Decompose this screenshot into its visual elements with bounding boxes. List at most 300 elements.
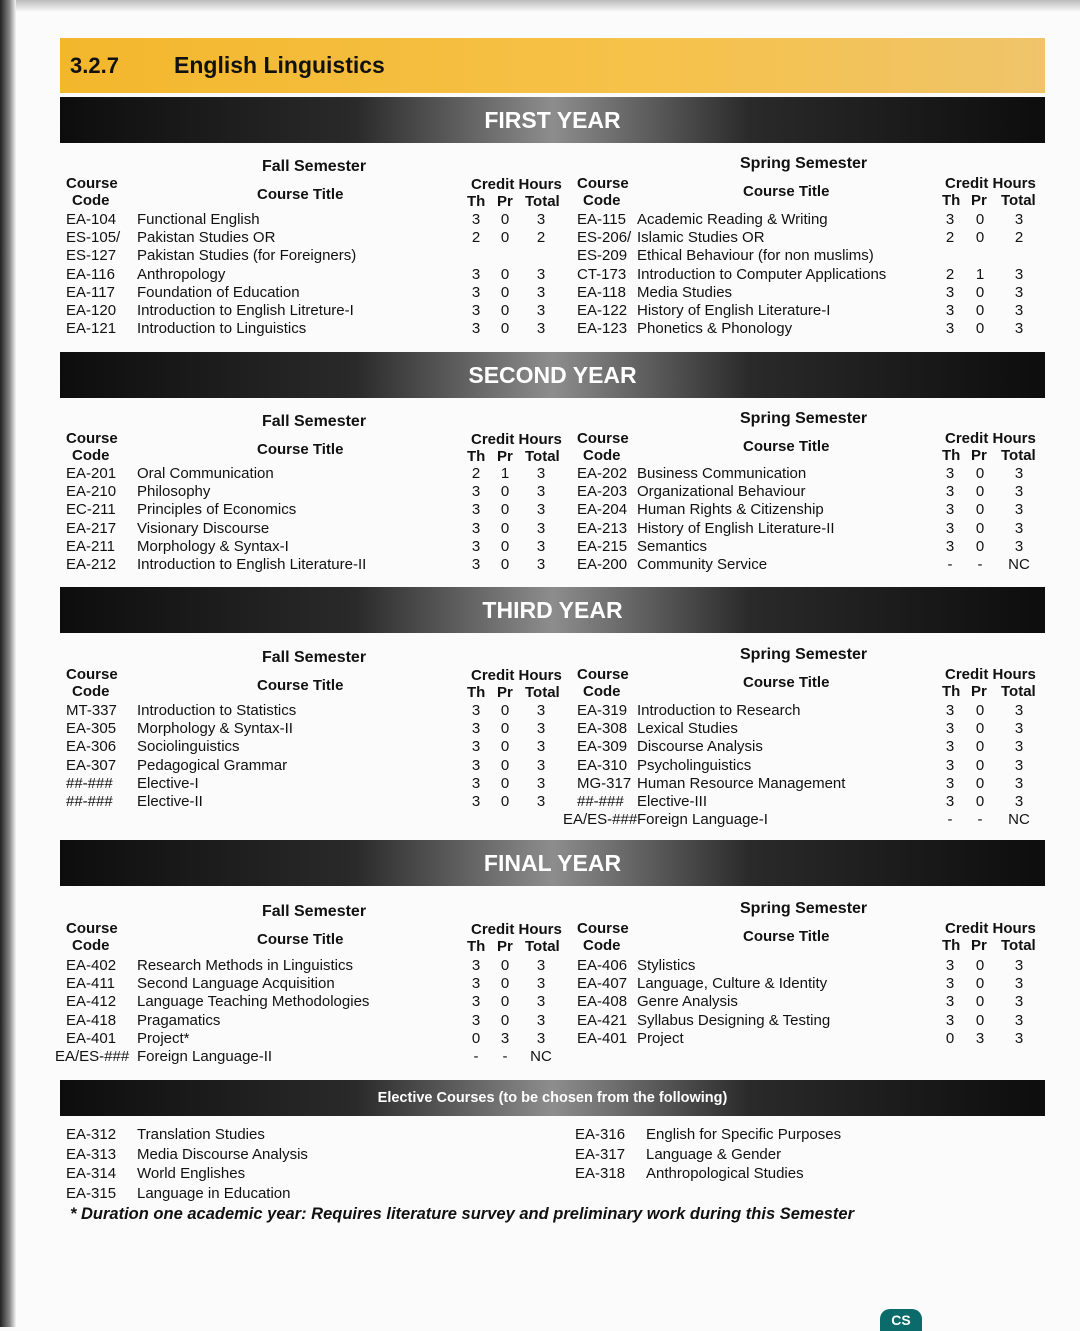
elective-code: EA-318: [575, 1165, 626, 1182]
spring-pr-value: 0: [975, 756, 985, 774]
spring-th-value: 3: [945, 211, 955, 228]
spring-th-value: 3: [945, 993, 955, 1011]
fall-course-title: Project*: [137, 1029, 190, 1047]
spring-pr-header: Pr: [971, 447, 987, 464]
spring-total-header: Total: [1001, 683, 1036, 700]
spring-course-code: EA-421: [577, 1011, 628, 1029]
spring-course-title: Organizational Behaviour: [637, 483, 806, 501]
fall-semester-heading: Fall Semester: [262, 158, 367, 175]
fall-pr-value: 0: [500, 957, 510, 974]
fall-course-title: Principles of Economics: [137, 501, 297, 519]
fall-th-header: Th: [467, 684, 486, 701]
spring-pr-value: -: [977, 811, 983, 829]
page-top-shadow: [0, 0, 1080, 12]
fall-th-value: 3: [471, 774, 481, 792]
fall-course-header: Course: [66, 175, 118, 192]
fall-total-value: 3: [536, 320, 546, 338]
spring-total-value: 3: [1014, 975, 1024, 993]
spring-course-code: EA-406: [577, 957, 628, 974]
spring-course-title: Psycholinguistics: [637, 756, 752, 774]
spring-course-code: EA-308: [577, 720, 628, 738]
fall-course-code: EA-418: [66, 1011, 117, 1029]
fall-total-value: 3: [536, 537, 546, 555]
spring-th-value: 3: [945, 302, 955, 319]
spring-title-header: Course Title: [743, 183, 830, 200]
fall-th-value: 3: [471, 793, 481, 810]
spring-pr-value: 0: [975, 501, 985, 519]
spring-pr-value: 0: [975, 320, 985, 338]
spring-title-header: Course Title: [743, 438, 830, 455]
fall-course-code: EA/ES-###: [55, 1048, 130, 1065]
fall-credit-hours-header: Credit Hours: [471, 176, 562, 193]
page-edge-shadow: [0, 0, 16, 1327]
elective-title: Language & Gender: [646, 1145, 782, 1163]
spring-course-code: EA-319: [577, 702, 628, 719]
spring-course-title: Genre Analysis: [637, 993, 738, 1011]
fall-course-title: Elective-II: [137, 793, 203, 810]
spring-course-title: Community Service: [637, 556, 768, 573]
spring-pr-header: Pr: [971, 192, 987, 209]
fall-th-value: 3: [471, 975, 481, 993]
fall-course-title: Introduction to English Literature-II: [137, 556, 367, 573]
fall-title-header: Course Title: [257, 931, 344, 948]
spring-th-value: 3: [945, 537, 955, 555]
spring-pr-value: 0: [975, 302, 985, 319]
fall-pr-header: Pr: [497, 684, 513, 701]
spring-th-value: 3: [945, 738, 955, 756]
fall-th-header: Th: [467, 193, 486, 210]
fall-pr-header: Pr: [497, 448, 513, 465]
fall-th-value: 3: [471, 993, 481, 1011]
fall-credit-hours-header: Credit Hours: [471, 431, 562, 448]
spring-course-code: EA-213: [577, 519, 628, 537]
spring-course-title: Introduction to Research: [637, 702, 801, 719]
fall-course-title: Pakistan Studies OR: [137, 229, 276, 247]
elective-code: EA-317: [575, 1145, 626, 1163]
fall-course-code: ES-127: [66, 247, 117, 265]
fall-title-header: Course Title: [257, 441, 344, 458]
fall-total-header: Total: [525, 938, 560, 955]
spring-credit-hours-header: Credit Hours: [945, 920, 1036, 937]
spring-course-code: EA-215: [577, 537, 628, 555]
spring-th-value: 3: [945, 519, 955, 537]
fall-total-value: 3: [536, 738, 546, 756]
fall-course-title: Visionary Discourse: [137, 519, 270, 537]
spring-course-code: ES-206/: [577, 229, 632, 247]
fall-pr-header: Pr: [497, 938, 513, 955]
spring-course-code: EA-310: [577, 756, 628, 774]
spring-total-value: NC: [1008, 556, 1030, 573]
fall-course-code: EA-120: [66, 302, 117, 319]
spring-title-header: Course Title: [743, 674, 830, 691]
spring-th-value: 3: [945, 320, 955, 338]
fall-th-value: 0: [471, 1029, 481, 1047]
electives-title: Elective Courses: [377, 1090, 495, 1106]
fall-th-value: 3: [471, 302, 481, 319]
fall-course-code: ##-###: [66, 774, 113, 792]
spring-total-value: 3: [1014, 283, 1024, 301]
spring-th-value: 3: [945, 720, 955, 738]
elective-title: Translation Studies: [137, 1126, 265, 1143]
fall-pr-value: 0: [500, 283, 510, 301]
fall-total-value: 2: [536, 229, 546, 247]
spring-course-code: EA-204: [577, 501, 628, 519]
spring-th-value: 3: [945, 465, 955, 482]
spring-course-code: EA-407: [577, 975, 628, 993]
fall-total-value: 3: [536, 1029, 546, 1047]
spring-course-title: Lexical Studies: [637, 720, 738, 738]
fall-course-code: EA-104: [66, 211, 117, 228]
fall-th-value: 3: [471, 537, 481, 555]
fall-pr-value: 0: [500, 1011, 510, 1029]
spring-pr-value: 0: [975, 1011, 985, 1029]
spring-semester-heading: Spring Semester: [740, 646, 868, 663]
spring-semester-heading: Spring Semester: [740, 900, 868, 917]
fall-total-header: Total: [525, 684, 560, 701]
fall-pr-value: 0: [500, 793, 510, 810]
scanner-logo: CS: [880, 1309, 922, 1331]
fall-pr-value: 1: [500, 465, 510, 482]
fall-th-value: 3: [471, 556, 481, 573]
spring-th-value: 3: [945, 1011, 955, 1029]
fall-code-header: Code: [72, 937, 110, 954]
spring-pr-value: 0: [975, 774, 985, 792]
fall-pr-value: 0: [500, 756, 510, 774]
fall-total-value: 3: [536, 519, 546, 537]
fall-th-value: 3: [471, 738, 481, 756]
spring-course-code: EA/ES-###: [563, 811, 638, 829]
fall-total-value: 3: [536, 702, 546, 719]
spring-title-header: Course Title: [743, 928, 830, 945]
spring-code-header: Code: [583, 937, 621, 954]
spring-code-header: Code: [583, 192, 621, 209]
fall-total-value: 3: [536, 1011, 546, 1029]
spring-total-value: 3: [1014, 774, 1024, 792]
spring-pr-value: 0: [975, 211, 985, 228]
year-banner-4: FINAL YEAR: [60, 840, 1045, 886]
fall-total-value: 3: [536, 793, 546, 810]
fall-course-code: EA-116: [66, 265, 115, 283]
fall-th-value: 3: [471, 702, 481, 719]
spring-th-value: 3: [945, 774, 955, 792]
elective-item: [575, 1145, 841, 1165]
fall-th-value: -: [473, 1048, 479, 1065]
spring-total-value: 2: [1014, 229, 1024, 247]
spring-course-code: CT-173: [577, 265, 627, 283]
year-banner-1: FIRST YEAR: [60, 97, 1045, 143]
spring-total-value: 3: [1014, 1011, 1024, 1029]
spring-total-value: 3: [1014, 720, 1024, 738]
electives-banner: [60, 1080, 1045, 1116]
spring-course-title: Stylistics: [637, 957, 696, 974]
fall-course-title: Foreign Language-II: [137, 1048, 273, 1065]
elective-title: Media Discourse Analysis: [137, 1145, 308, 1163]
spring-total-value: 3: [1014, 519, 1024, 537]
electives-right-list: [575, 1125, 841, 1184]
spring-th-value: 3: [945, 957, 955, 974]
spring-course-header: Course: [577, 175, 629, 192]
fall-pr-value: 0: [500, 993, 510, 1011]
fall-course-code: EA-307: [66, 756, 117, 774]
spring-th-value: 3: [945, 702, 955, 719]
fall-pr-value: 0: [500, 302, 510, 319]
fall-course-title: Language Teaching Methodologies: [137, 993, 370, 1011]
fall-course-code: EA-402: [66, 957, 117, 974]
fall-pr-value: 0: [500, 537, 510, 555]
spring-th-value: 3: [945, 975, 955, 993]
fall-course-header: Course: [66, 920, 118, 937]
spring-pr-value: 0: [975, 975, 985, 993]
spring-total-value: 3: [1014, 465, 1024, 482]
spring-pr-value: 0: [975, 483, 985, 501]
fall-course-title: Second Language Acquisition: [137, 975, 335, 993]
spring-credit-hours-header: Credit Hours: [945, 430, 1036, 447]
fall-course-title: Anthropology: [137, 265, 226, 283]
fall-pr-value: 0: [500, 556, 510, 573]
spring-course-title: Semantics: [637, 537, 708, 555]
spring-total-value: 3: [1014, 537, 1024, 555]
spring-th-header: Th: [942, 447, 961, 464]
spring-course-title: Islamic Studies OR: [637, 229, 765, 247]
fall-th-value: 3: [471, 265, 481, 283]
fall-th-value: 2: [471, 465, 481, 482]
spring-semester-heading: Spring Semester: [740, 155, 868, 172]
spring-course-title: Language, Culture & Identity: [637, 975, 828, 993]
fall-total-value: 3: [536, 483, 546, 501]
fall-course-code: EA-201: [66, 465, 117, 482]
fall-course-code: EA-217: [66, 519, 117, 537]
spring-course-title: Human Resource Management: [637, 774, 846, 792]
fall-total-value: 3: [536, 556, 546, 573]
spring-course-title: Introduction to Computer Applications: [637, 265, 887, 283]
spring-th-value: 3: [945, 283, 955, 301]
elective-item: [66, 1184, 308, 1204]
spring-th-value: 2: [945, 265, 955, 283]
fall-total-value: 3: [536, 283, 546, 301]
spring-th-value: 0: [945, 1029, 955, 1047]
fall-total-value: 3: [536, 993, 546, 1011]
fall-course-code: EA-210: [66, 483, 117, 501]
fall-code-header: Code: [72, 447, 110, 464]
spring-pr-value: 1: [975, 265, 985, 283]
spring-pr-value: 0: [975, 720, 985, 738]
spring-course-title: Elective-III: [637, 793, 708, 810]
fall-course-title: Research Methods in Linguistics: [137, 957, 353, 974]
spring-total-value: 3: [1014, 702, 1024, 719]
fall-th-value: 3: [471, 756, 481, 774]
elective-code: EA-314: [66, 1165, 117, 1182]
fall-course-code: EA-212: [66, 556, 117, 573]
electives-subtitle: (to be chosen from the following): [498, 1090, 728, 1106]
fall-total-value: 3: [536, 265, 546, 283]
fall-th-value: 3: [471, 501, 481, 519]
spring-pr-value: -: [977, 556, 983, 573]
fall-pr-value: 0: [500, 229, 510, 247]
spring-course-title: History of English Literature-I: [637, 302, 831, 319]
elective-title: Anthropological Studies: [646, 1165, 804, 1182]
elective-code: EA-316: [575, 1126, 626, 1143]
spring-pr-header: Pr: [971, 683, 987, 700]
fall-course-title: Pragamatics: [137, 1011, 221, 1029]
fall-course-title: Pedagogical Grammar: [137, 756, 288, 774]
fall-th-value: 3: [471, 483, 481, 501]
fall-course-code: EA-401: [66, 1029, 117, 1047]
spring-course-title: Phonetics & Phonology: [637, 320, 793, 338]
fall-course-title: Morphology & Syntax-II: [137, 720, 293, 738]
spring-pr-value: 0: [975, 793, 985, 810]
spring-code-header: Code: [583, 683, 621, 700]
elective-item: [66, 1145, 308, 1165]
fall-course-title: Sociolinguistics: [137, 738, 240, 756]
spring-total-value: 3: [1014, 302, 1024, 319]
spring-course-title: Syllabus Designing & Testing: [637, 1011, 831, 1029]
fall-total-value: NC: [530, 1048, 552, 1065]
spring-course-code: EA-202: [577, 465, 628, 482]
spring-credit-hours-header: Credit Hours: [945, 666, 1036, 683]
fall-course-title: Pakistan Studies (for Foreigners): [137, 247, 357, 265]
spring-th-header: Th: [942, 192, 961, 209]
spring-course-code: EA-118: [577, 283, 626, 301]
fall-course-code: EC-211: [66, 501, 116, 519]
fall-title-header: Course Title: [257, 186, 344, 203]
spring-th-value: 3: [945, 483, 955, 501]
elective-title: Language in Education: [137, 1184, 291, 1202]
spring-th-value: 3: [945, 501, 955, 519]
fall-course-code: MT-337: [66, 702, 117, 719]
spring-course-title: Project: [637, 1029, 684, 1047]
spring-th-header: Th: [942, 937, 961, 954]
fall-course-title: Philosophy: [137, 483, 211, 501]
fall-th-value: 3: [471, 283, 481, 301]
fall-pr-value: 3: [500, 1029, 510, 1047]
spring-th-value: 2: [945, 229, 955, 247]
spring-course-title: Academic Reading & Writing: [637, 211, 828, 228]
fall-course-title: Functional English: [137, 211, 260, 228]
fall-th-header: Th: [467, 938, 486, 955]
spring-course-code: EA-122: [577, 302, 628, 319]
fall-semester-heading: Fall Semester: [262, 903, 367, 920]
fall-course-title: Morphology & Syntax-I: [137, 537, 289, 555]
spring-course-code: EA-408: [577, 993, 628, 1011]
fall-total-value: 3: [536, 756, 546, 774]
fall-th-value: 3: [471, 720, 481, 738]
section-title: English Linguistics: [174, 52, 385, 78]
spring-course-code: EA-401: [577, 1029, 628, 1047]
fall-total-value: 3: [536, 975, 546, 993]
spring-pr-value: 0: [975, 738, 985, 756]
fall-course-code: ES-105/: [66, 229, 121, 247]
fall-course-header: Course: [66, 666, 118, 683]
fall-course-title: Introduction to Linguistics: [137, 320, 307, 338]
fall-code-header: Code: [72, 192, 110, 209]
fall-pr-value: 0: [500, 211, 510, 228]
spring-total-value: 3: [1014, 1029, 1024, 1047]
fall-th-value: 2: [471, 229, 481, 247]
spring-pr-header: Pr: [971, 937, 987, 954]
fall-pr-value: 0: [500, 320, 510, 338]
fall-course-title: Foundation of Education: [137, 283, 300, 301]
spring-course-header: Course: [577, 430, 629, 447]
fall-total-value: 3: [536, 720, 546, 738]
spring-course-header: Course: [577, 920, 629, 937]
year-banner-3: THIRD YEAR: [60, 587, 1045, 633]
spring-total-value: NC: [1008, 811, 1030, 829]
spring-course-code: EA-115: [577, 211, 626, 228]
spring-course-title: Ethical Behaviour (for non muslims): [637, 247, 874, 265]
fall-pr-value: -: [502, 1048, 508, 1065]
fall-course-code: ##-###: [66, 793, 113, 810]
fall-course-code: EA-117: [66, 283, 115, 301]
spring-th-value: -: [947, 811, 953, 829]
fall-pr-value: 0: [500, 519, 510, 537]
spring-total-value: 3: [1014, 265, 1024, 283]
spring-total-value: 3: [1014, 320, 1024, 338]
elective-item: [66, 1164, 308, 1184]
fall-total-value: 3: [536, 465, 546, 482]
fall-th-value: 3: [471, 519, 481, 537]
elective-item: [575, 1164, 841, 1184]
spring-code-header: Code: [583, 447, 621, 464]
spring-th-value: 3: [945, 756, 955, 774]
fall-semester-heading: Fall Semester: [262, 413, 367, 430]
fall-semester-heading: Fall Semester: [262, 649, 367, 666]
fall-course-header: Course: [66, 430, 118, 447]
section-number: 3.2.7: [70, 52, 119, 78]
spring-course-code: EA-200: [577, 556, 628, 573]
spring-pr-value: 0: [975, 537, 985, 555]
fall-th-value: 3: [471, 211, 481, 228]
fall-course-title: Introduction to Statistics: [137, 702, 297, 719]
fall-th-header: Th: [467, 448, 486, 465]
spring-course-code: ES-209: [577, 247, 628, 265]
spring-course-header: Course: [577, 666, 629, 683]
spring-total-header: Total: [1001, 937, 1036, 954]
elective-title: English for Specific Purposes: [646, 1126, 842, 1143]
spring-course-title: Foreign Language-I: [637, 811, 768, 829]
fall-th-value: 3: [471, 1011, 481, 1029]
elective-item: [575, 1125, 841, 1145]
spring-pr-value: 0: [975, 993, 985, 1011]
spring-course-title: History of English Literature-II: [637, 519, 835, 537]
spring-total-header: Total: [1001, 192, 1036, 209]
fall-pr-value: 0: [500, 501, 510, 519]
fall-pr-value: 0: [500, 738, 510, 756]
spring-course-code: EA-203: [577, 483, 628, 501]
spring-course-title: Human Rights & Citizenship: [637, 501, 824, 519]
footnote: * Duration one academic year: Requires literature survey and preliminary work during this Semester: [70, 1205, 855, 1223]
fall-pr-value: 0: [500, 975, 510, 993]
spring-course-title: Business Communication: [637, 465, 807, 482]
fall-pr-value: 0: [500, 483, 510, 501]
fall-total-value: 3: [536, 957, 546, 974]
elective-title: World Englishes: [137, 1165, 246, 1182]
spring-credit-hours-header: Credit Hours: [945, 175, 1036, 192]
fall-code-header: Code: [72, 683, 110, 700]
fall-total-value: 3: [536, 774, 546, 792]
spring-pr-value: 0: [975, 702, 985, 719]
spring-th-header: Th: [942, 683, 961, 700]
spring-total-value: 3: [1014, 738, 1024, 756]
spring-total-value: 3: [1014, 756, 1024, 774]
spring-pr-value: 3: [975, 1029, 985, 1047]
spring-th-value: -: [947, 556, 953, 573]
elective-code: EA-312: [66, 1126, 117, 1143]
spring-pr-value: 0: [975, 519, 985, 537]
spring-th-value: 3: [945, 793, 955, 810]
fall-course-title: Oral Communication: [137, 465, 274, 482]
fall-course-code: EA-306: [66, 738, 117, 756]
fall-total-value: 3: [536, 211, 546, 228]
